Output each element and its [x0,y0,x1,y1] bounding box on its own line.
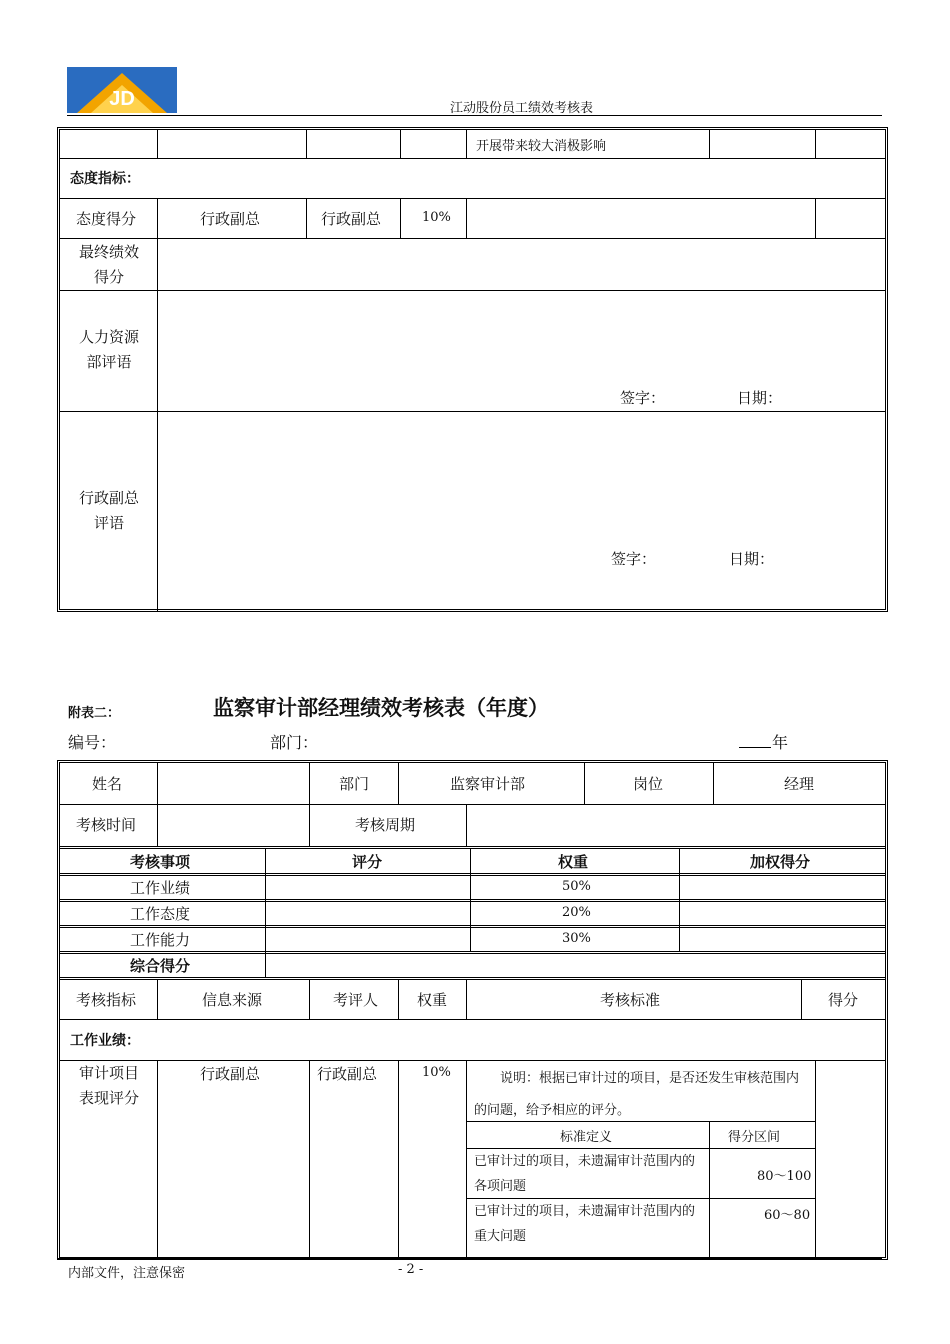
summary-row-weight: 30% [562,931,591,946]
summary-row-item: 工作业绩 [130,879,191,897]
detail-header-standard: 考核标准 [600,991,661,1009]
detail-header-source: 信息来源 [202,991,263,1009]
attitude-rater: 行政副总 [321,210,382,228]
vp-date-label: 日期： [729,550,775,568]
svg-text:JD: JD [109,88,135,110]
detail-header-weight: 权重 [417,991,448,1009]
detail-header-score: 得分 [828,991,859,1009]
post-value: 经理 [784,775,815,793]
std-header: 标准定义 [560,1130,613,1145]
year-blank [739,747,771,748]
footer-confidential: 内部文件，注意保密 [68,1266,186,1281]
hr-date-label: 日期： [737,389,783,407]
summary-header-item: 考核事项 [130,853,191,871]
vp-comment-label: 行政副总评语 [78,489,139,532]
score-range: 80～100 [757,1169,812,1184]
detail-header-rater: 考评人 [333,991,379,1009]
summary-header-score: 评分 [352,853,383,871]
summary-row-item: 工作能力 [130,931,191,949]
hr-sign-label: 签字： [620,389,666,407]
hr-comment-label: 人力资源部评语 [78,328,139,371]
range-header: 得分区间 [728,1130,781,1145]
detail-header-indicator: 考核指标 [76,991,137,1009]
dept-cell-label: 部门 [339,775,370,793]
appendix-label: 附表二： [68,706,121,721]
assessment-table [57,760,888,1260]
attitude-score-label: 态度得分 [76,210,137,228]
summary-row-item: 工作态度 [130,905,191,923]
header-divider [67,115,882,116]
summary-header-weight: 权重 [558,853,589,871]
audit-weight: 10% [422,1065,451,1080]
name-label: 姓名 [92,775,123,793]
score-range: 60～80 [764,1208,811,1223]
summary-row-weight: 50% [562,879,591,894]
final-score-label: 最终绩效得分 [78,243,139,286]
period-label: 考核周期 [355,816,416,834]
header-title: 江动股份员工绩效考核表 [450,101,594,116]
summary-row-weight: 20% [562,905,591,920]
dept-value: 监察审计部 [450,775,526,793]
summary-header-weighted: 加权得分 [750,853,811,871]
total-label: 综合得分 [130,957,191,975]
std-definition: 已审计过的项目，未遗漏审计范围内的重大问题 [474,1204,696,1244]
attitude-weight: 10% [422,210,451,225]
time-label: 考核时间 [76,816,137,834]
audit-source: 行政副总 [200,1065,261,1083]
page-number: - 2 - [398,1262,424,1277]
continuation-table [57,127,888,612]
vp-sign-label: 签字： [611,550,657,568]
company-logo [67,67,177,113]
performance-section-label: 工作业绩： [70,1033,140,1049]
audit-indicator: 审计项目表现评分 [78,1064,139,1107]
logo-graphic-icon [67,67,177,113]
number-label: 编号： [68,733,117,752]
attitude-source: 行政副总 [200,210,261,228]
std-definition: 已审计过的项目，未遗漏审计范围内的各项问题 [474,1154,696,1194]
post-label: 岗位 [633,775,664,793]
audit-note: 说明：根据已审计过的项目，是否还发生审核范围内的问题，给予相应的评分。 [474,1071,800,1118]
footer-divider [57,1258,882,1259]
continuation-text: 开展带来较大消极影响 [476,139,607,154]
form-title: 监察审计部经理绩效考核表（年度） [213,695,549,720]
dept-label: 部门： [270,733,319,752]
year-label: 年 [772,733,789,752]
audit-rater: 行政副总 [317,1065,378,1083]
attitude-section-label: 态度指标： [70,171,140,187]
